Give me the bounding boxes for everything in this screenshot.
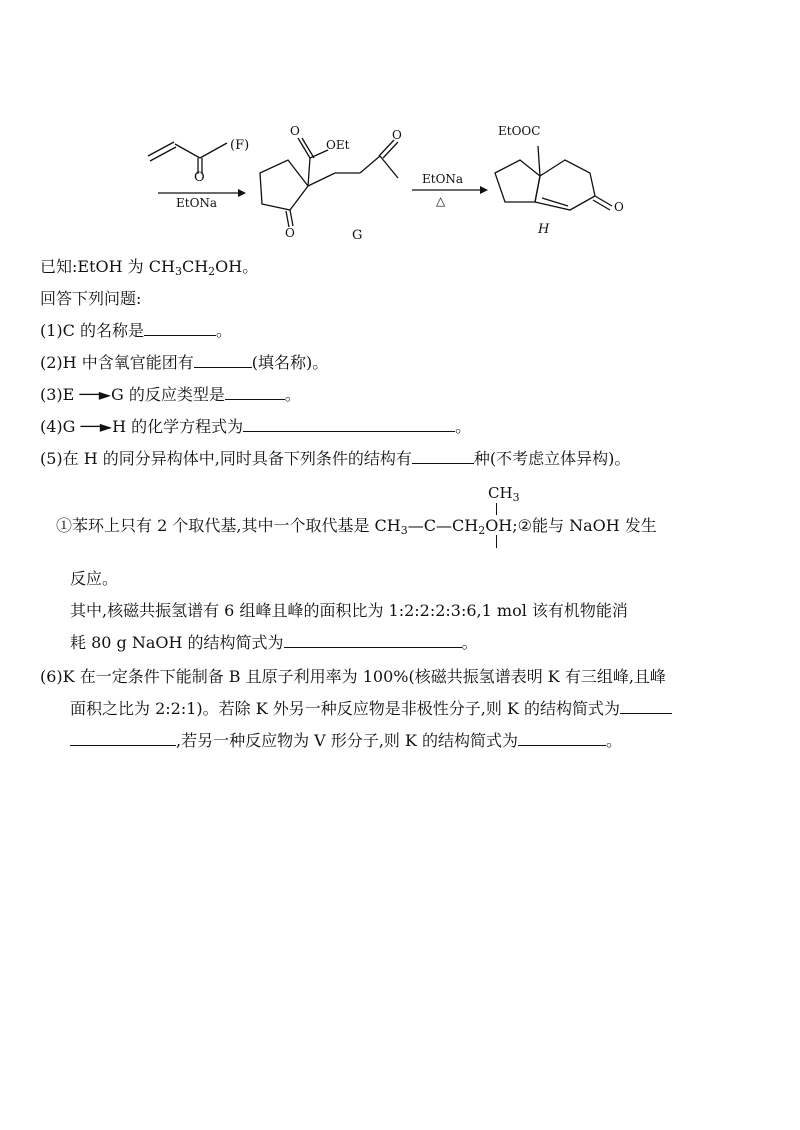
q5-cond-text: ①苯环上只有 2 个取代基,其中一个取代基是 CH	[56, 516, 401, 535]
h-ester-bond	[538, 146, 540, 176]
q5-answer-blank[interactable]	[412, 449, 474, 464]
g-ring	[260, 160, 308, 210]
g-ketone-o: O	[392, 128, 402, 142]
g-ester-oet: OEt	[326, 138, 350, 152]
q5-end: 种(不考虑立体异构)。	[473, 449, 631, 468]
h-cyclohexenone	[535, 160, 595, 210]
q5-bottom-bond	[496, 535, 497, 548]
q5-condition-line: ①苯环上只有 2 个取代基,其中一个取代基是 $CH_3—C—CH_2OH;②$能与 NaOH 发生	[56, 516, 657, 537]
q1-answer-blank[interactable]	[144, 321, 216, 336]
g-chain-methyl	[380, 156, 398, 178]
q3-answer-blank[interactable]	[225, 385, 285, 400]
q6-blank-1b[interactable]	[70, 731, 176, 746]
known-text-end: OH。	[215, 257, 259, 276]
q5-structure-blank[interactable]	[284, 633, 462, 648]
f-carbonyl-bond	[175, 144, 200, 158]
q5-bond-2: —	[435, 516, 452, 535]
q6-text-c: ,若另一种反应物为 V 形分子,则 K 的结构简式为	[176, 731, 519, 750]
question-1	[40, 320, 232, 342]
q5-bond-1: —	[407, 516, 424, 535]
f-vinyl-bond	[148, 142, 174, 156]
known-text: 已知:EtOH 为 CH	[40, 257, 175, 276]
q2-answer-blank[interactable]	[194, 353, 252, 368]
q5-nmr-line: 其中,核磁共振氢谱有 6 组峰且峰的面积比为 1:2:2:2:3:6,1 mol 该有机物能消	[70, 601, 628, 620]
question-2	[40, 352, 328, 374]
q1-text: (1)C 的名称是	[40, 321, 144, 340]
f-methyl-bond	[200, 143, 227, 158]
reaction-scheme	[130, 118, 650, 248]
g-ring-co	[290, 210, 293, 226]
g-ester-bond	[308, 158, 310, 186]
q1-end: 。	[216, 321, 233, 340]
h-ester-label: EtOOC	[498, 124, 541, 138]
arrow1-head	[238, 189, 246, 197]
q4-end: 。	[455, 417, 472, 436]
f-vinyl-double-bond	[150, 147, 176, 161]
g-ring-co-double	[286, 211, 289, 227]
q5-cond-end: OH;②能与 NaOH 发生	[485, 516, 657, 535]
g-chain-3	[360, 156, 380, 173]
question-5	[40, 448, 630, 470]
q5-nmr-line-2	[70, 632, 478, 654]
q4-answer-blank[interactable]	[243, 417, 455, 432]
q5-condition-cont: 反应。	[70, 569, 119, 588]
q6-line-3	[70, 730, 622, 752]
reagent-f-oxygen: O	[194, 170, 205, 185]
h-co	[595, 196, 612, 206]
arrow2-condition: △	[436, 194, 446, 208]
known-line: 已知:EtOH 为 $CH_3CH_2OH$。	[40, 257, 259, 278]
compound-g-label: G	[352, 228, 363, 243]
h-cyclopentane	[495, 160, 540, 202]
q6-blank-1a[interactable]	[620, 699, 672, 714]
q3-end: 。	[284, 385, 301, 404]
g-chain-1	[308, 173, 335, 186]
g-ester-o: O	[290, 124, 300, 138]
q2-end: (填名称)。	[251, 353, 329, 372]
q5-text: (5)在 H 的同分异构体中,同时具备下列条件的结构有	[40, 449, 412, 468]
answer-intro: 回答下列问题:	[40, 289, 142, 308]
q6-line-2	[70, 698, 672, 720]
arrow2-head	[480, 186, 488, 194]
compound-h-label: H	[538, 222, 550, 237]
q6-blank-2[interactable]	[518, 731, 606, 746]
reaction-scheme-svg	[130, 118, 650, 248]
q5-top-bond	[496, 503, 497, 515]
q4-text: (4)G ──►H 的化学方程式为	[40, 417, 244, 436]
arrow2-label: EtONa	[422, 172, 464, 186]
g-ring-o: O	[285, 226, 295, 240]
q5-nmr-end: 。	[461, 633, 478, 652]
q5-top-methyl: $CH_3$	[488, 484, 520, 504]
q5-nmr-text: 耗 80 g NaOH 的结构简式为	[70, 633, 284, 652]
arrow1-label: EtONa	[176, 196, 218, 210]
known-text-mid: CH	[181, 257, 209, 276]
reagent-f-label: (F)	[230, 138, 250, 153]
question-6: (6)K 在一定条件下能制备 B 且原子利用率为 100%(核磁共振氢谱表明 K 有三组峰,且峰	[40, 667, 666, 686]
q5-cond-ch2: CH	[451, 516, 479, 535]
q6-end: 。	[606, 731, 623, 750]
q5-top-ch: CH	[488, 484, 513, 502]
question-3	[40, 384, 301, 406]
q6-text-b: 面积之比为 2:2:1)。若除 K 外另一种反应物是非极性分子,则 K 的结构简式为	[70, 699, 620, 718]
q5-cond-carbon: C	[423, 516, 436, 535]
q3-text: (3)E ──►G 的反应类型是	[40, 385, 225, 404]
q2-text: (2)H 中含氧官能团有	[40, 353, 194, 372]
h-carbonyl-o: O	[614, 200, 624, 214]
question-4	[40, 416, 471, 438]
h-co-double	[593, 200, 610, 210]
